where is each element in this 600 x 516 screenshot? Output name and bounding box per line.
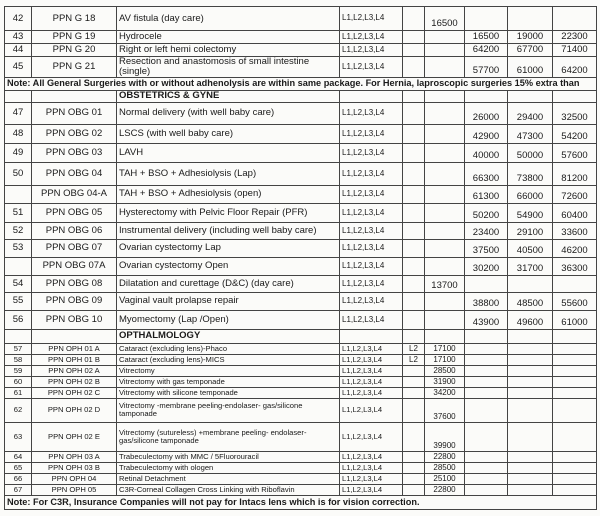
- tier-1-rate: [425, 203, 465, 222]
- tier-1-rate: 22800: [425, 484, 465, 495]
- procedure-name: LSCS (with well baby care): [117, 124, 340, 143]
- procedure-name: Ovarian cystectomy Lap: [117, 239, 340, 257]
- package-code: PPN OPH 02 D: [32, 398, 117, 422]
- tier-1-rate: 22800: [425, 451, 465, 462]
- tier-2-rate: 30200: [465, 257, 508, 275]
- tier-level-cell: [403, 398, 425, 422]
- row-number: [5, 257, 32, 275]
- tier-4-rate: 81200: [553, 162, 597, 185]
- tier-3-rate: 31700: [508, 257, 553, 275]
- hospital-levels: L1,L2,L3,L4: [340, 376, 403, 387]
- tier-2-rate: 64200: [465, 44, 508, 57]
- table-row: [5, 203, 597, 222]
- row-number: 65: [5, 462, 32, 473]
- obstetrics-gyne-section: [5, 102, 597, 329]
- tier-level-cell: [403, 143, 425, 162]
- tier-level-cell: [403, 365, 425, 376]
- tier-3-rate: [508, 7, 553, 31]
- obstetrics-gyne-heading: OBSTETRICS & GYNE: [117, 90, 340, 102]
- row-number: 63: [5, 422, 32, 451]
- procedure-name: Vaginal vault prolapse repair: [117, 292, 340, 310]
- tier-4-rate: 54200: [553, 124, 597, 143]
- hospital-levels: L1,L2,L3,L4: [340, 203, 403, 222]
- procedure-name: Instrumental delivery (including well baby care): [117, 222, 340, 239]
- procedure-name: Trabeculectomy with ologen: [117, 462, 340, 473]
- tier-2-rate: 40000: [465, 143, 508, 162]
- tier-3-rate: 47300: [508, 124, 553, 143]
- tier-1-rate: [425, 292, 465, 310]
- tier-4-rate: [553, 275, 597, 292]
- package-code: PPN OPH 01 B: [32, 354, 117, 365]
- tier-1-rate: [425, 239, 465, 257]
- tier-2-rate: 42900: [465, 124, 508, 143]
- tier-3-rate: 19000: [508, 31, 553, 44]
- package-code: PPN OBG 09: [32, 292, 117, 310]
- row-number: 43: [5, 31, 32, 44]
- tier-1-rate: [425, 310, 465, 329]
- package-code: PPN OPH 03 A: [32, 451, 117, 462]
- hospital-levels: L1,L2,L3,L4: [340, 57, 403, 78]
- procedure-name: Retinal Detachment: [117, 473, 340, 484]
- hospital-levels: L1,L2,L3,L4: [340, 365, 403, 376]
- tier-4-rate: 71400: [553, 44, 597, 57]
- hospital-levels: L1,L2,L3,L4: [340, 222, 403, 239]
- package-code: PPN OPH 05: [32, 484, 117, 495]
- obgyn-heading-section: [5, 90, 597, 102]
- tier-3-rate: [508, 484, 553, 495]
- table-row: [5, 376, 597, 387]
- tier-1-rate: 13700: [425, 275, 465, 292]
- row-number: 56: [5, 310, 32, 329]
- package-code: PPN OBG 01: [32, 102, 117, 124]
- tier-1-rate: 17100: [425, 354, 465, 365]
- tier-4-rate: 22300: [553, 31, 597, 44]
- tier-2-rate: [465, 354, 508, 365]
- row-number: 61: [5, 387, 32, 398]
- tier-level-cell: [403, 7, 425, 31]
- table-row: [5, 185, 597, 203]
- tier-level-cell: [403, 162, 425, 185]
- tier-1-rate: [425, 124, 465, 143]
- procedure-name: Hysterectomy with Pelvic Floor Repair (PFR): [117, 203, 340, 222]
- tier-2-rate: 37500: [465, 239, 508, 257]
- tier-level-cell: [403, 376, 425, 387]
- hospital-levels: L1,L2,L3,L4: [340, 354, 403, 365]
- tier-2-rate: [465, 484, 508, 495]
- tier-1-rate: [425, 185, 465, 203]
- package-code: PPN OPH 02 B: [32, 376, 117, 387]
- tier-3-rate: 29400: [508, 102, 553, 124]
- tier-4-rate: [553, 343, 597, 354]
- row-number: 48: [5, 124, 32, 143]
- table-row: [5, 31, 597, 44]
- row-number: 60: [5, 376, 32, 387]
- table-row: [5, 143, 597, 162]
- table-row: [5, 275, 597, 292]
- row-number: 53: [5, 239, 32, 257]
- table-row: [5, 124, 597, 143]
- package-code: PPN OPH 04: [32, 473, 117, 484]
- table-row: [5, 422, 597, 451]
- procedure-name: Vitrectomy (sutureless) +membrane peeling- endolaser- gas/silicone tamponade: [117, 422, 340, 451]
- tier-4-rate: [553, 365, 597, 376]
- tier-3-rate: 48500: [508, 292, 553, 310]
- package-code: PPN G 20: [32, 44, 117, 57]
- table-row: [5, 162, 597, 185]
- package-code: PPN OPH 01 A: [32, 343, 117, 354]
- procedure-name: Myomectomy (Lap /Open): [117, 310, 340, 329]
- table-row: [5, 398, 597, 422]
- package-code: PPN OBG 02: [32, 124, 117, 143]
- tier-level-cell: [403, 484, 425, 495]
- tier-2-rate: [465, 387, 508, 398]
- tier-4-rate: [553, 473, 597, 484]
- hospital-levels: L1,L2,L3,L4: [340, 292, 403, 310]
- hospital-levels: L1,L2,L3,L4: [340, 387, 403, 398]
- hospital-levels: L1,L2,L3,L4: [340, 310, 403, 329]
- ophthalmology-section: [5, 343, 597, 495]
- table-row: [5, 57, 597, 78]
- tier-2-rate: 43900: [465, 310, 508, 329]
- procedure-name: Cataract (excluding lens)-Phaco: [117, 343, 340, 354]
- tier-3-rate: 50000: [508, 143, 553, 162]
- table-row: [5, 7, 597, 31]
- row-number: 47: [5, 102, 32, 124]
- tier-2-rate: [465, 462, 508, 473]
- package-code: PPN G 19: [32, 31, 117, 44]
- hospital-levels: L1,L2,L3,L4: [340, 422, 403, 451]
- hospital-levels: L1,L2,L3,L4: [340, 7, 403, 31]
- tier-4-rate: [553, 354, 597, 365]
- hospital-levels: L1,L2,L3,L4: [340, 143, 403, 162]
- tier-2-rate: 38800: [465, 292, 508, 310]
- tier-1-rate: [425, 57, 465, 78]
- tier-1-rate: [425, 143, 465, 162]
- procedure-name: Vitrectomy with gas temponade: [117, 376, 340, 387]
- tier-3-rate: [508, 275, 553, 292]
- tier-4-rate: [553, 398, 597, 422]
- tier-3-rate: [508, 376, 553, 387]
- hospital-levels: L1,L2,L3,L4: [340, 162, 403, 185]
- row-number: 44: [5, 44, 32, 57]
- row-number: 52: [5, 222, 32, 239]
- tier-1-rate: 16500: [425, 7, 465, 31]
- table-row: [5, 451, 597, 462]
- tier-level-cell: [403, 275, 425, 292]
- table-row: [5, 310, 597, 329]
- tier-3-rate: [508, 398, 553, 422]
- table-row: [5, 343, 597, 354]
- row-number: 51: [5, 203, 32, 222]
- procedure-name: Ovarian cystectomy Open: [117, 257, 340, 275]
- row-number: 45: [5, 57, 32, 78]
- tier-3-rate: 67700: [508, 44, 553, 57]
- tier-2-rate: 57700: [465, 57, 508, 78]
- procedure-name: TAH + BSO + Adhesiolysis (open): [117, 185, 340, 203]
- tier-1-rate: 34200: [425, 387, 465, 398]
- package-code: PPN OBG 07: [32, 239, 117, 257]
- tier-1-rate: [425, 102, 465, 124]
- hospital-levels: L1,L2,L3,L4: [340, 484, 403, 495]
- tier-3-rate: [508, 473, 553, 484]
- tier-level-cell: [403, 185, 425, 203]
- tier-level-cell: L2: [403, 354, 425, 365]
- tier-4-rate: 33600: [553, 222, 597, 239]
- tier-4-rate: [553, 451, 597, 462]
- tier-2-rate: [465, 343, 508, 354]
- price-sheet: [4, 6, 596, 510]
- procedure-name: Vitrectomy: [117, 365, 340, 376]
- table-row: [5, 365, 597, 376]
- procedure-name: Right or left hemi colectomy: [117, 44, 340, 57]
- tier-1-rate: 37600: [425, 398, 465, 422]
- row-number: 64: [5, 451, 32, 462]
- procedure-name: Normal delivery (with well baby care): [117, 102, 340, 124]
- tier-4-rate: [553, 422, 597, 451]
- tier-1-rate: [425, 222, 465, 239]
- tier-level-cell: [403, 422, 425, 451]
- hospital-levels: L1,L2,L3,L4: [340, 239, 403, 257]
- hospital-levels: L1,L2,L3,L4: [340, 185, 403, 203]
- row-number: [5, 185, 32, 203]
- package-code: PPN G 21: [32, 57, 117, 78]
- tier-3-rate: 54900: [508, 203, 553, 222]
- oph-heading-section: [5, 329, 597, 343]
- row-number: 49: [5, 143, 32, 162]
- table-row: [5, 354, 597, 365]
- tier-level-cell: [403, 310, 425, 329]
- tier-2-rate: [465, 451, 508, 462]
- tier-2-rate: 16500: [465, 31, 508, 44]
- tier-3-rate: [508, 354, 553, 365]
- procedure-name: Vitrectomy -membrane peeling-endolaser- gas/silicone tamponade: [117, 398, 340, 422]
- tier-3-rate: [508, 365, 553, 376]
- tier-1-rate: [425, 257, 465, 275]
- package-code: PPN G 18: [32, 7, 117, 31]
- tier-3-rate: [508, 462, 553, 473]
- tier-level-cell: [403, 257, 425, 275]
- table-row: [5, 239, 597, 257]
- tier-level-cell: [403, 44, 425, 57]
- tier-1-rate: [425, 162, 465, 185]
- tier-2-rate: 66300: [465, 162, 508, 185]
- table-row: [5, 462, 597, 473]
- hospital-levels: L1,L2,L3,L4: [340, 398, 403, 422]
- package-code: PPN OPH 02 C: [32, 387, 117, 398]
- tier-4-rate: 46200: [553, 239, 597, 257]
- table-row: [5, 257, 597, 275]
- tier-2-rate: [465, 422, 508, 451]
- general-surgery-section: [5, 7, 597, 78]
- procedure-name: Resection and anastomosis of small intestine (single): [117, 57, 340, 78]
- tier-2-rate: 26000: [465, 102, 508, 124]
- tier-level-cell: [403, 102, 425, 124]
- procedure-name: Dilatation and curettage (D&C) (day care): [117, 275, 340, 292]
- tier-1-rate: 25100: [425, 473, 465, 484]
- package-code: PPN OPH 03 B: [32, 462, 117, 473]
- package-code: PPN OBG 10: [32, 310, 117, 329]
- package-code: PPN OBG 03: [32, 143, 117, 162]
- tier-1-rate: [425, 31, 465, 44]
- tier-4-rate: 55600: [553, 292, 597, 310]
- tier-4-rate: 57600: [553, 143, 597, 162]
- tier-3-rate: 40500: [508, 239, 553, 257]
- tier-2-rate: 23400: [465, 222, 508, 239]
- procedure-name: C3R-Corneal Collagen Cross Linking with Riboflavin: [117, 484, 340, 495]
- tier-level-cell: [403, 239, 425, 257]
- tier-3-rate: [508, 451, 553, 462]
- tier-1-rate: 28500: [425, 462, 465, 473]
- procedure-name: TAH + BSO + Adhesiolysis (Lap): [117, 162, 340, 185]
- row-number: 55: [5, 292, 32, 310]
- package-code: PPN OBG 07A: [32, 257, 117, 275]
- tier-3-rate: [508, 387, 553, 398]
- hospital-levels: L1,L2,L3,L4: [340, 462, 403, 473]
- package-code: PPN OPH 02 A: [32, 365, 117, 376]
- row-number: 57: [5, 343, 32, 354]
- tier-2-rate: [465, 398, 508, 422]
- hospital-levels: L1,L2,L3,L4: [340, 124, 403, 143]
- tier-3-rate: 66000: [508, 185, 553, 203]
- tier-1-rate: 28500: [425, 365, 465, 376]
- tier-2-rate: [465, 473, 508, 484]
- c3r-note: Note: For C3R, Insurance Companies will not pay for Intacs lens which is for vision correction.: [5, 495, 597, 509]
- tier-level-cell: [403, 31, 425, 44]
- package-code: PPN OBG 05: [32, 203, 117, 222]
- hospital-levels: L1,L2,L3,L4: [340, 31, 403, 44]
- procedure-name: Trabeculectomy with MMC / 5Fluorouracil: [117, 451, 340, 462]
- tier-level-cell: [403, 387, 425, 398]
- ophthalmology-heading: OPTHALMOLOGY: [117, 329, 340, 343]
- tier-1-rate: 39900: [425, 422, 465, 451]
- row-number: 67: [5, 484, 32, 495]
- final-note-section: [5, 495, 597, 509]
- hospital-levels: L1,L2,L3,L4: [340, 343, 403, 354]
- procedure-name: Cataract (excluding lens)-MICS: [117, 354, 340, 365]
- hospital-levels: L1,L2,L3,L4: [340, 257, 403, 275]
- tier-1-rate: 17100: [425, 343, 465, 354]
- general-note-section: [5, 77, 597, 90]
- tier-4-rate: 60400: [553, 203, 597, 222]
- package-code: PPN OBG 08: [32, 275, 117, 292]
- tier-3-rate: [508, 343, 553, 354]
- tier-4-rate: 36300: [553, 257, 597, 275]
- tier-4-rate: [553, 7, 597, 31]
- tier-2-rate: [465, 275, 508, 292]
- table-row: [5, 222, 597, 239]
- row-number: 59: [5, 365, 32, 376]
- table-row: [5, 44, 597, 57]
- tier-level-cell: [403, 222, 425, 239]
- row-number: 62: [5, 398, 32, 422]
- row-number: 66: [5, 473, 32, 484]
- tier-1-rate: 31900: [425, 376, 465, 387]
- tier-4-rate: 72600: [553, 185, 597, 203]
- row-number: 42: [5, 7, 32, 31]
- tier-1-rate: [425, 44, 465, 57]
- hospital-levels: L1,L2,L3,L4: [340, 44, 403, 57]
- package-rate-table: [4, 6, 597, 510]
- hospital-levels: L1,L2,L3,L4: [340, 473, 403, 484]
- tier-level-cell: [403, 473, 425, 484]
- row-number: 58: [5, 354, 32, 365]
- tier-4-rate: 32500: [553, 102, 597, 124]
- hospital-levels: L1,L2,L3,L4: [340, 275, 403, 292]
- tier-level-cell: [403, 451, 425, 462]
- tier-level-cell: [403, 57, 425, 78]
- tier-4-rate: [553, 376, 597, 387]
- tier-2-rate: 61300: [465, 185, 508, 203]
- tier-level-cell: [403, 462, 425, 473]
- tier-4-rate: 64200: [553, 57, 597, 78]
- tier-level-cell: [403, 124, 425, 143]
- tier-level-cell: L2: [403, 343, 425, 354]
- tier-3-rate: 61000: [508, 57, 553, 78]
- procedure-name: LAVH: [117, 143, 340, 162]
- tier-3-rate: [508, 422, 553, 451]
- package-code: PPN OBG 04: [32, 162, 117, 185]
- tier-4-rate: 61000: [553, 310, 597, 329]
- tier-3-rate: 49600: [508, 310, 553, 329]
- tier-3-rate: 73800: [508, 162, 553, 185]
- package-code: PPN OPH 02 E: [32, 422, 117, 451]
- table-row: [5, 387, 597, 398]
- tier-4-rate: [553, 484, 597, 495]
- tier-2-rate: 50200: [465, 203, 508, 222]
- hospital-levels: L1,L2,L3,L4: [340, 102, 403, 124]
- row-number: 54: [5, 275, 32, 292]
- procedure-name: Hydrocele: [117, 31, 340, 44]
- tier-4-rate: [553, 462, 597, 473]
- tier-2-rate: [465, 365, 508, 376]
- general-surgery-note: Note: All General Surgeries with or without adhenolysis are within same package. For Hernia, laproscopic surgeries 15% extra than: [5, 77, 597, 90]
- table-row: [5, 484, 597, 495]
- package-code: PPN OBG 06: [32, 222, 117, 239]
- table-row: [5, 292, 597, 310]
- tier-level-cell: [403, 292, 425, 310]
- procedure-name: AV fistula (day care): [117, 7, 340, 31]
- hospital-levels: L1,L2,L3,L4: [340, 451, 403, 462]
- tier-2-rate: [465, 376, 508, 387]
- row-number: 50: [5, 162, 32, 185]
- tier-4-rate: [553, 387, 597, 398]
- tier-2-rate: [465, 7, 508, 31]
- table-row: [5, 473, 597, 484]
- tier-3-rate: 29100: [508, 222, 553, 239]
- package-code: PPN OBG 04-A: [32, 185, 117, 203]
- tier-level-cell: [403, 203, 425, 222]
- table-row: [5, 102, 597, 124]
- procedure-name: Vitrectomy with silicone temponade: [117, 387, 340, 398]
